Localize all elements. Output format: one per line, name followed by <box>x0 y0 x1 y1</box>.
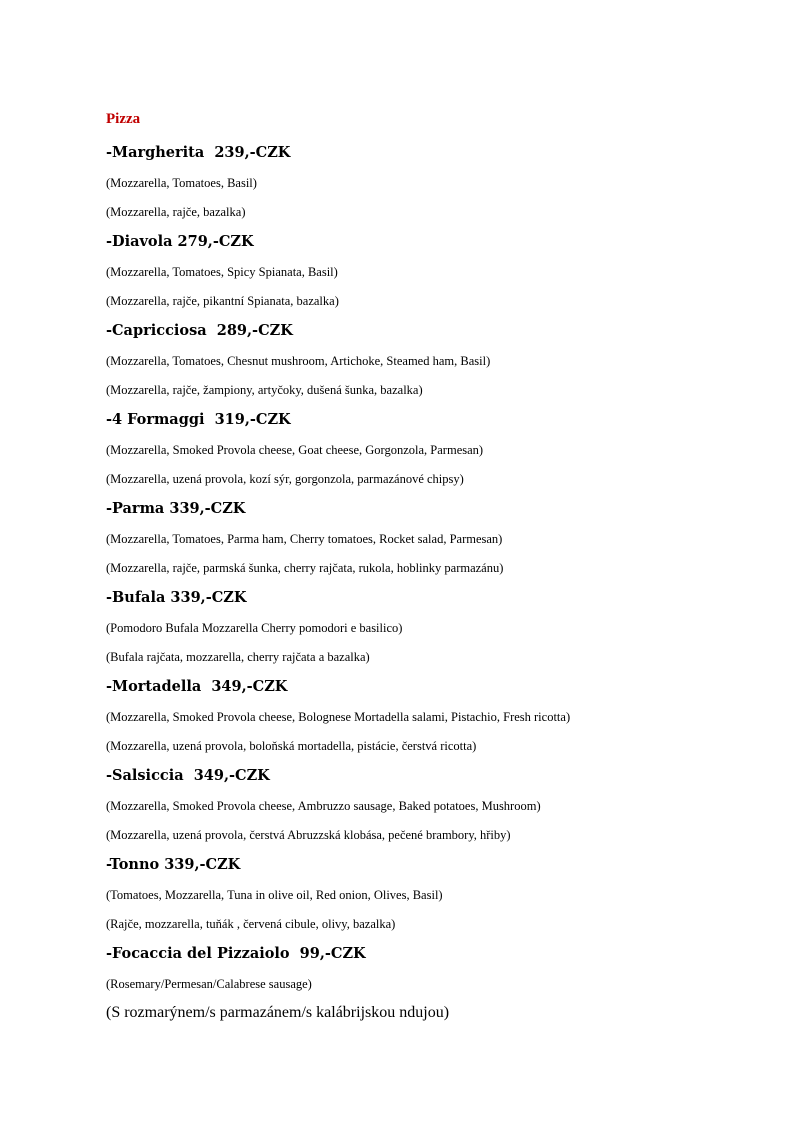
item-name: -Capricciosa 289,-CZK <box>106 322 293 339</box>
item-description-en: (Mozzarella, Tomatoes, Parma ham, Cherry tomatoes, Rocket salad, Parmesan) <box>106 532 503 546</box>
item-name: -Focaccia del Pizzaiolo 99,-CZK <box>106 945 366 962</box>
item-description-cz: (Mozzarella, rajče, pikantní Spianata, bazalka) <box>106 293 339 308</box>
item-description-en: (Pomodoro Bufala Mozzarella Cherry pomodori e basilico) <box>106 621 403 635</box>
item-description-cz: (Mozzarella, rajče, žampiony, artyčoky, dušená šunka, bazalka) <box>106 382 423 397</box>
item-name: -Parma 339,-CZK <box>106 500 246 517</box>
item-name: -Mortadella 349,-CZK <box>106 678 288 695</box>
item-description-cz: (Mozzarella, uzená provola, kozí sýr, gorgonzola, parmazánové chipsy) <box>106 471 464 486</box>
menu-item-4-formaggi <box>106 409 766 488</box>
item-name: -4 Formaggi 319,-CZK <box>106 411 291 428</box>
item-description-cz: (Mozzarella, rajče, parmská šunka, cherry rajčata, rukola, hoblinky parmazánu) <box>106 560 504 575</box>
item-description-en: (Mozzarella, Tomatoes, Chesnut mushroom, Artichoke, Steamed ham, Basil) <box>106 354 491 368</box>
item-description-en: (Mozzarella, Smoked Provola cheese, Ambruzzo sausage, Baked potatoes, Mushroom) <box>106 799 541 813</box>
item-description-cz: (Mozzarella, rajče, bazalka) <box>106 204 246 219</box>
section-title-pizza: Pizza <box>106 111 141 127</box>
item-name: -Diavola 279,-CZK <box>106 233 254 250</box>
item-description-en: (Rosemary/Permesan/Calabrese sausage) <box>106 977 312 991</box>
item-description-cz: (Bufala rajčata, mozzarella, cherry rajčata a bazalka) <box>106 649 370 664</box>
menu-item-salsiccia <box>106 765 766 844</box>
menu-item-diavola <box>106 231 766 310</box>
menu-item-capricciosa <box>106 320 766 399</box>
item-name: -Margherita 239,-CZK <box>106 144 291 161</box>
item-description-cz: (Mozzarella, uzená provola, boloňská mortadella, pistácie, čerstvá ricotta) <box>106 738 477 753</box>
menu-item-bufala <box>106 587 766 666</box>
item-description-cz: (S rozmarýnem/s parmazánem/s kalábrijskou ndujou) <box>106 1003 450 1021</box>
menu-item-mortadella <box>106 676 766 755</box>
menu-item-margherita <box>106 142 766 221</box>
menu-page <box>106 108 766 1034</box>
item-name: -Salsiccia 349,-CZK <box>106 767 270 784</box>
item-description-cz: (Mozzarella, uzená provola, čerstvá Abruzzská klobása, pečené brambory, hřiby) <box>106 827 511 842</box>
item-description-cz: (Rajče, mozzarella, tuňák , červená cibule, olivy, bazalka) <box>106 916 396 931</box>
item-description-en: (Mozzarella, Smoked Provola cheese, Bolognese Mortadella salami, Pistachio, Fresh ricotta) <box>106 710 571 724</box>
menu-item-focaccia-del-pizzaiolo <box>106 943 766 1024</box>
menu-item-tonno <box>106 854 766 933</box>
menu-item-parma <box>106 498 766 577</box>
item-description-en: (Tomatoes, Mozzarella, Tuna in olive oil, Red onion, Olives, Basil) <box>106 888 443 902</box>
item-description-en: (Mozzarella, Tomatoes, Spicy Spianata, Basil) <box>106 265 338 279</box>
item-name: -Tonno 339,-CZK <box>106 856 241 873</box>
item-description-en: (Mozzarella, Tomatoes, Basil) <box>106 176 257 190</box>
item-description-en: (Mozzarella, Smoked Provola cheese, Goat cheese, Gorgonzola, Parmesan) <box>106 443 484 457</box>
item-name: -Bufala 339,-CZK <box>106 589 247 606</box>
